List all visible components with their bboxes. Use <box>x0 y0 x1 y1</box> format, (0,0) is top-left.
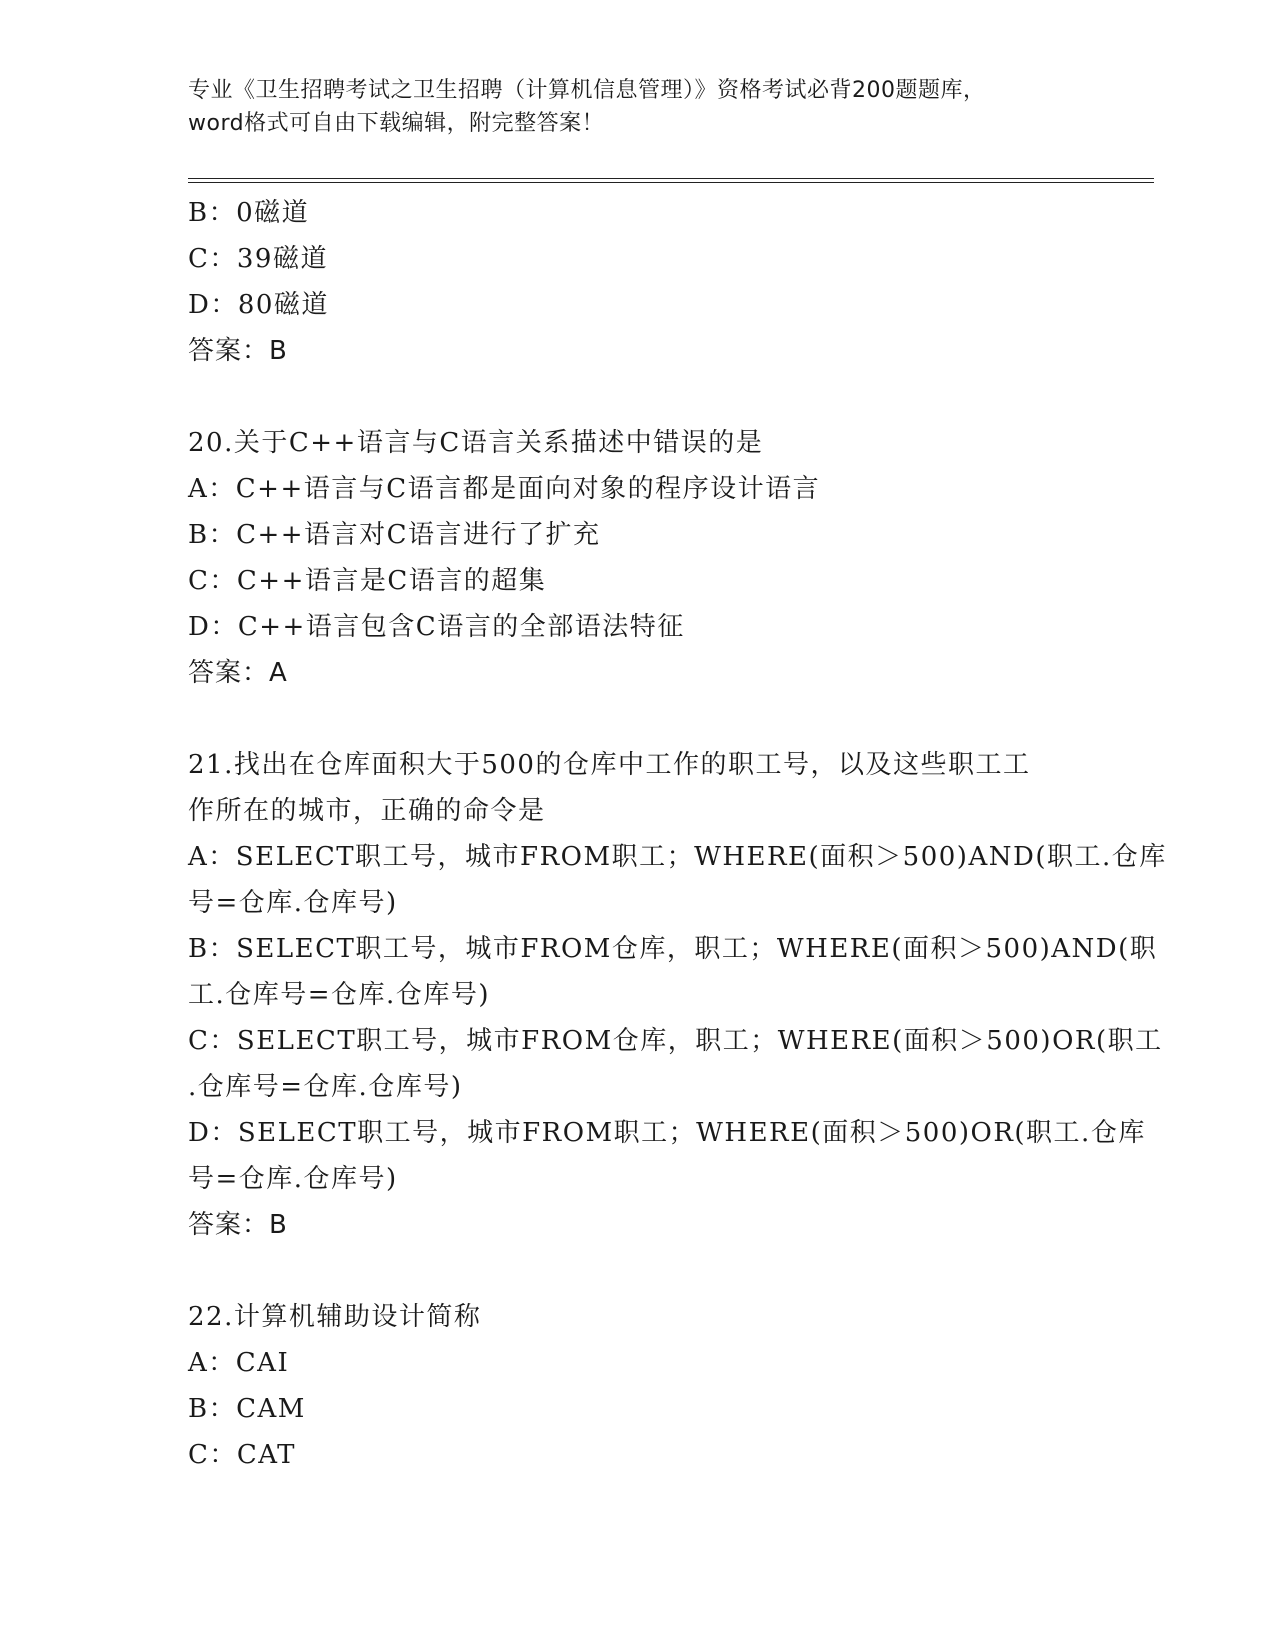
option-b: B：0磁道 <box>188 198 310 228</box>
question-stem-line-2: 作所在的城市，正确的命令是 <box>188 796 546 826</box>
question-content <box>188 190 1167 1478</box>
answer-label: 答案：B <box>188 336 288 366</box>
option-a-line-1: A：SELECT职工号，城市FROM职工；WHERE(面积＞500)AND(职工.仓库 <box>188 842 1167 872</box>
question-stem: 22.计算机辅助设计简称 <box>188 1302 482 1332</box>
header-line-1: 专业《卫生招聘考试之卫生招聘（计算机信息管理）》资格考试必背200题题库， <box>188 78 986 103</box>
option-c: C：C++语言是C语言的超集 <box>188 566 547 596</box>
option-a: A：CAI <box>188 1348 290 1378</box>
answer-label: 答案：A <box>188 658 288 688</box>
option-c: C：39磁道 <box>188 244 328 274</box>
spacer <box>188 374 1088 420</box>
question-22 <box>188 1294 1088 1478</box>
option-c-line-1: C：SELECT职工号，城市FROM仓库，职工；WHERE(面积＞500)OR(职工 <box>188 1026 1163 1056</box>
option-d-line-1: D：SELECT职工号，城市FROM职工；WHERE(面积＞500)OR(职工.仓库 <box>188 1118 1146 1148</box>
option-b: B：CAM <box>188 1394 306 1424</box>
option-d: D：80磁道 <box>188 290 329 320</box>
option-c: C：CAT <box>188 1440 296 1470</box>
option-d-line-2: 号=仓库.仓库号) <box>188 1164 398 1194</box>
spacer <box>188 1248 1088 1294</box>
option-c-line-2: .仓库号=仓库.仓库号) <box>188 1072 463 1102</box>
spacer <box>188 696 1088 742</box>
question-19-tail <box>188 190 1088 374</box>
header-divider-bottom <box>188 182 1154 183</box>
header-line-2: word格式可自由下载编辑，附完整答案！ <box>188 111 605 136</box>
option-b: B：C++语言对C语言进行了扩充 <box>188 520 601 550</box>
question-stem: 20.关于C++语言与C语言关系描述中错误的是 <box>188 428 764 458</box>
document-header <box>188 74 1088 140</box>
answer-label: 答案：B <box>188 1210 288 1240</box>
option-b-line-1: B：SELECT职工号，城市FROM仓库，职工；WHERE(面积＞500)AND(职 <box>188 934 1158 964</box>
option-d: D：C++语言包含C语言的全部语法特征 <box>188 612 685 642</box>
option-a: A：C++语言与C语言都是面向对象的程序设计语言 <box>188 474 821 504</box>
option-b-line-2: 工.仓库号=仓库.仓库号) <box>188 980 490 1010</box>
question-20 <box>188 420 1088 696</box>
option-a-line-2: 号=仓库.仓库号) <box>188 888 398 918</box>
question-stem-line-1: 21.找出在仓库面积大于500的仓库中工作的职工号，以及这些职工工 <box>188 750 1031 780</box>
header-divider-top <box>188 178 1154 179</box>
question-21 <box>188 742 1167 1248</box>
